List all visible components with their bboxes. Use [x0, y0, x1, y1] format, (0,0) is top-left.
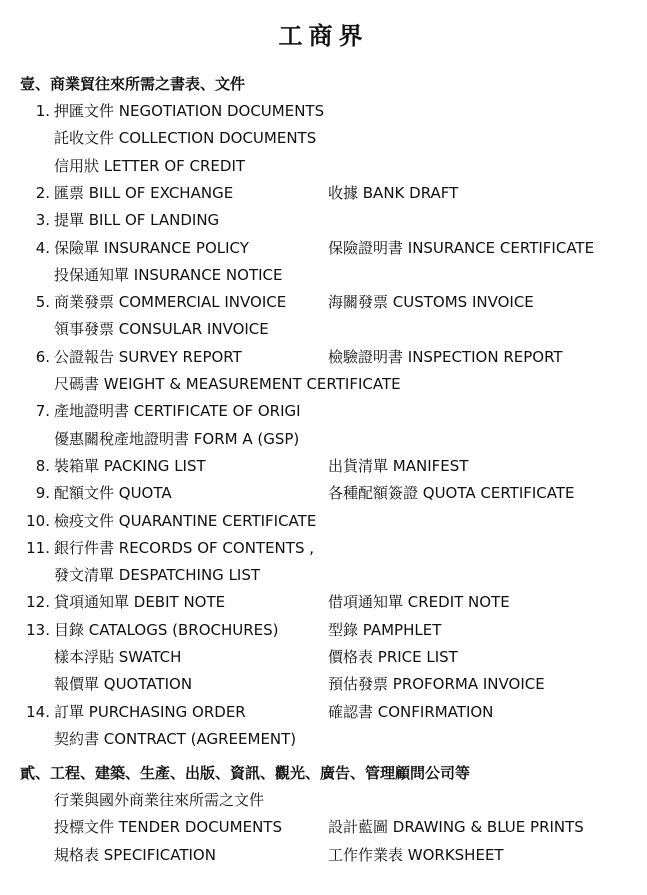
item-right-label: 海關發票 CUSTOMS INVOICE [328, 293, 534, 311]
item-left-label: 優惠關稅產地證明書 FORM A (GSP) [54, 430, 300, 448]
list-item [20, 128, 316, 148]
item-number: 4. [35, 239, 50, 257]
item-left-label: 檢疫文件 QUARANTINE CERTIFICATE [54, 512, 317, 530]
item-left-label: 裝箱單 PACKING LIST [54, 457, 206, 475]
list-item [20, 456, 206, 476]
item-number: 2. [35, 184, 50, 202]
item-left-label: 發文清單 DESPATCHING LIST [54, 566, 261, 584]
item-left-label: 貸項通知單 DEBIT NOTE [54, 593, 226, 611]
list-item [20, 265, 283, 285]
item-left-label: 託收文件 COLLECTION DOCUMENTS [54, 129, 317, 147]
item-left-label: 樣本浮貼 SWATCH [54, 648, 182, 666]
item-number: 3. [35, 211, 50, 229]
item-number: 12. [26, 593, 50, 611]
item-number: 1. [35, 102, 50, 120]
item-number: 6. [35, 348, 50, 366]
list-item [20, 565, 260, 585]
list-item [20, 101, 324, 121]
list-item [20, 292, 286, 312]
item-right-label: 檢驗證明書 INSPECTION REPORT [328, 348, 563, 366]
item-left-label: 銀行件書 RECORDS OF CONTENTS , [54, 539, 314, 557]
item-number: 8. [35, 457, 50, 475]
section-heading-2: 貳、工程、建築、生產、出版、資訊、觀光、廣告、管理顧問公司等 [20, 764, 471, 782]
list-item [20, 592, 225, 612]
list-item: 投標文件 TENDER DOCUMENTS [54, 818, 282, 836]
list-item [20, 483, 172, 503]
item-left-label: 產地證明書 CERTIFICATE OF ORIGI [54, 402, 301, 420]
list-item: 規格表 SPECIFICATION [54, 846, 216, 864]
list-item [20, 729, 296, 749]
list-item [20, 183, 233, 203]
item-right-label: 保險證明書 INSURANCE CERTIFICATE [328, 239, 595, 257]
item-right-label: 價格表 PRICE LIST [328, 648, 458, 666]
list-item: 行業與國外商業往來所需之文件 [54, 791, 265, 809]
item-right-label: 型錄 PAMPHLET [328, 621, 442, 639]
item-number: 11. [26, 539, 50, 557]
item-left-label: 保險單 INSURANCE POLICY [54, 239, 249, 257]
item-right-label: 預估發票 PROFORMA INVOICE [328, 675, 545, 693]
list-item [20, 647, 181, 667]
item-number: 7. [35, 402, 50, 420]
item-right-label: 借項通知單 CREDIT NOTE [328, 593, 510, 611]
item-number: 13. [26, 621, 50, 639]
item-left-label: 投保通知單 INSURANCE NOTICE [54, 266, 283, 284]
item-left-label: 領事發票 CONSULAR INVOICE [54, 320, 269, 338]
page-title: 工商界 [278, 21, 369, 50]
item-left-label: 報價單 QUOTATION [54, 675, 193, 693]
item-right-label: 各種配額簽證 QUOTA CERTIFICATE [328, 484, 575, 502]
item-right-label: 設計藍圖 DRAWING & BLUE PRINTS [328, 818, 584, 836]
list-item [20, 156, 245, 176]
list-item [20, 674, 192, 694]
item-number: 5. [35, 293, 50, 311]
item-right-label: 確認書 CONFIRMATION [328, 703, 494, 721]
item-left-label: 信用狀 LETTER OF CREDIT [54, 157, 246, 175]
item-left-label: 尺碼書 WEIGHT & MEASUREMENT CERTIFICATE [54, 375, 401, 393]
item-right-label: 收據 BANK DRAFT [328, 184, 459, 202]
item-number: 14. [26, 703, 50, 721]
item-right-label: 工作作業表 WORKSHEET [328, 846, 504, 864]
list-item [20, 702, 246, 722]
list-item [20, 347, 242, 367]
item-left-label: 提單 BILL OF LANDING [54, 211, 220, 229]
list-item [20, 238, 249, 258]
list-item [20, 319, 269, 339]
list-item [20, 620, 279, 640]
item-left-label: 目錄 CATALOGS (BROCHURES) [54, 621, 279, 639]
list-item [20, 401, 301, 421]
list-item [20, 538, 314, 558]
item-left-label: 公證報告 SURVEY REPORT [54, 348, 242, 366]
list-item [20, 511, 316, 531]
item-left-label: 訂單 PURCHASING ORDER [54, 703, 246, 721]
item-left-label: 配額文件 QUOTA [54, 484, 172, 502]
list-item [20, 429, 299, 449]
item-left-label: 商業發票 COMMERCIAL INVOICE [54, 293, 287, 311]
section-heading-1: 壹、商業貿往來所需之書表、文件 [20, 75, 246, 93]
list-item [20, 374, 401, 394]
item-number: 10. [26, 512, 50, 530]
item-left-label: 匯票 BILL OF EXCHANGE [54, 184, 234, 202]
item-right-label: 出貨清單 MANIFEST [328, 457, 469, 475]
item-left-label: 押匯文件 NEGOTIATION DOCUMENTS [54, 102, 325, 120]
item-left-label: 契約書 CONTRACT (AGREEMENT) [54, 730, 297, 748]
list-item [20, 210, 219, 230]
item-number: 9. [35, 484, 50, 502]
